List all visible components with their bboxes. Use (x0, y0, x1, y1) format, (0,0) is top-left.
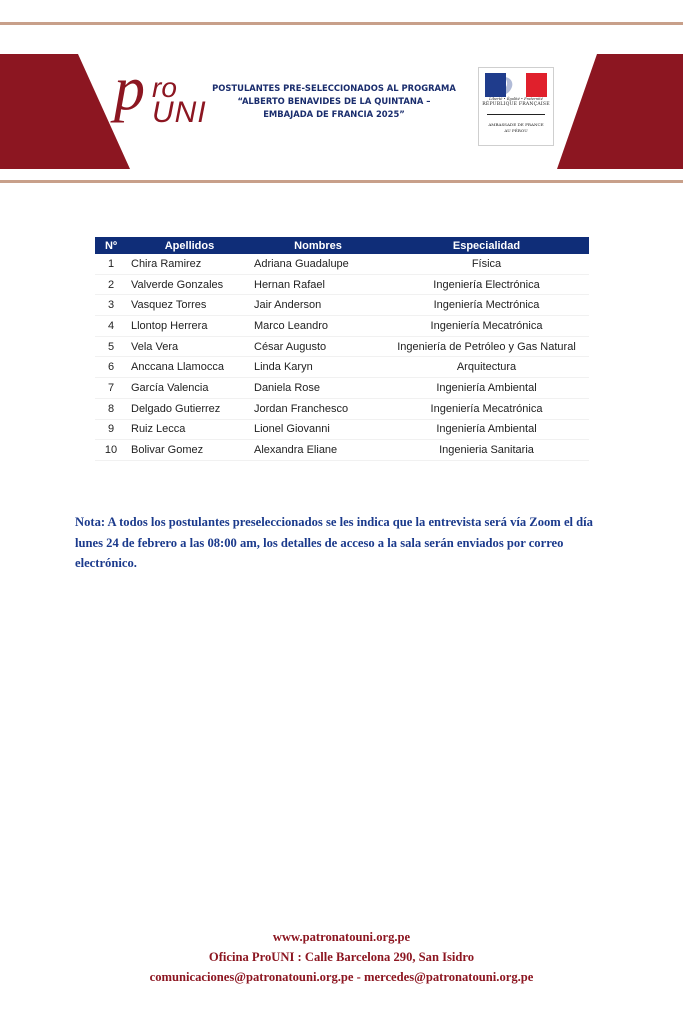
cell-nombres: Jordan Franchesco (252, 398, 384, 419)
cell-apellidos: Valverde Gonzales (127, 274, 252, 295)
cell-especialidad: Ingeniería de Petróleo y Gas Natural (384, 336, 589, 357)
cell-apellidos: Anccana Llamocca (127, 357, 252, 378)
cell-especialidad: Ingeniería Mecatrónica (384, 316, 589, 337)
embassy-name-line-1: AMBASSADE DE FRANCE (488, 122, 544, 127)
left-red-band (0, 54, 130, 169)
cell-nombres: César Augusto (252, 336, 384, 357)
title-line-3: EMBAJADA DE FRANCIA 2025” (263, 109, 405, 119)
footer-website: www.patronatouni.org.pe (272, 930, 411, 944)
cell-apellidos: Chira Ramirez (127, 254, 252, 274)
interview-note: Nota: A todos los postulantes preseleccionados se les indica que la entrevista será vía Zoom el día lunes 24 de febrero a las 08:00 am, los detalles de acceso a la sala serán enviados por correo electrónico. (75, 515, 593, 570)
embassy-logo (478, 67, 554, 146)
cell-number: 4 (95, 316, 127, 337)
marianne-flag-icon (485, 73, 547, 97)
cell-nombres: Hernan Rafael (252, 274, 384, 295)
footer (0, 927, 683, 987)
cell-apellidos: Vasquez Torres (127, 295, 252, 316)
cell-nombres: Lionel Giovanni (252, 419, 384, 440)
cell-apellidos: Vela Vera (127, 336, 252, 357)
cell-number: 9 (95, 419, 127, 440)
table-row (95, 316, 589, 337)
cell-apellidos: Ruiz Lecca (127, 419, 252, 440)
cell-especialidad: Ingeniería Mecatrónica (384, 398, 589, 419)
cell-especialidad: Ingeniería Mectrónica (384, 295, 589, 316)
top-rule (0, 22, 683, 25)
cell-especialidad: Ingeniería Ambiental (384, 419, 589, 440)
cell-apellidos: Delgado Gutierrez (127, 398, 252, 419)
cell-number: 3 (95, 295, 127, 316)
cell-apellidos: Llontop Herrera (127, 316, 252, 337)
col-header-especialidad: Especialidad (384, 237, 589, 254)
cell-number: 5 (95, 336, 127, 357)
candidates-table (95, 237, 589, 461)
logo-p: p (114, 55, 145, 123)
embassy-name-line-2: AU PÉROU (504, 128, 528, 133)
cell-especialidad: Ingenieria Sanitaria (384, 440, 589, 461)
cell-number: 2 (95, 274, 127, 295)
footer-office: Oficina ProUNI : Calle Barcelona 290, San Isidro (208, 950, 475, 964)
footer-emails: comunicaciones@patronatouni.org.pe - mercedes@patronatouni.org.pe (149, 970, 534, 984)
table-row (95, 378, 589, 399)
page-title (205, 82, 463, 121)
embassy-motto: Liberté • Égalité • Fraternité (489, 97, 543, 101)
logo-ro: ro (152, 72, 177, 103)
cell-nombres: Adriana Guadalupe (252, 254, 384, 274)
table-row (95, 295, 589, 316)
cell-number: 6 (95, 357, 127, 378)
cell-apellidos: García Valencia (127, 378, 252, 399)
table-row (95, 357, 589, 378)
cell-nombres: Marco Leandro (252, 316, 384, 337)
cell-number: 8 (95, 398, 127, 419)
cell-especialidad: Ingeniería Ambiental (384, 378, 589, 399)
embassy-name (479, 122, 553, 134)
table-row (95, 440, 589, 461)
cell-number: 7 (95, 378, 127, 399)
cell-nombres: Linda Karyn (252, 357, 384, 378)
cell-nombres: Daniela Rose (252, 378, 384, 399)
cell-nombres: Alexandra Eliane (252, 440, 384, 461)
cell-number: 10 (95, 440, 127, 461)
bottom-rule (0, 180, 683, 183)
title-line-2: “ALBERTO BENAVIDES DE LA QUINTANA – (237, 96, 431, 106)
col-header-nombres: Nombres (252, 237, 384, 254)
cell-number: 1 (95, 254, 127, 274)
title-line-1: POSTULANTES PRE-SELECCIONADOS AL PROGRAMA (212, 83, 456, 93)
table-row (95, 398, 589, 419)
cell-especialidad: Arquitectura (384, 357, 589, 378)
table-row (95, 419, 589, 440)
table-row (95, 274, 589, 295)
table-row (95, 336, 589, 357)
table-header-row (95, 237, 589, 254)
embassy-divider (487, 114, 545, 115)
cell-apellidos: Bolivar Gomez (127, 440, 252, 461)
table-row (95, 254, 589, 274)
col-header-apellidos: Apellidos (127, 237, 252, 254)
logo-uni: UNI (152, 96, 207, 129)
col-header-number: Nº (95, 237, 127, 254)
embassy-republic: RÉPUBLIQUE FRANÇAISE (482, 102, 550, 107)
cell-especialidad: Ingeniería Electrónica (384, 274, 589, 295)
cell-nombres: Jair Anderson (252, 295, 384, 316)
right-red-band (557, 54, 683, 169)
cell-especialidad: Física (384, 254, 589, 274)
